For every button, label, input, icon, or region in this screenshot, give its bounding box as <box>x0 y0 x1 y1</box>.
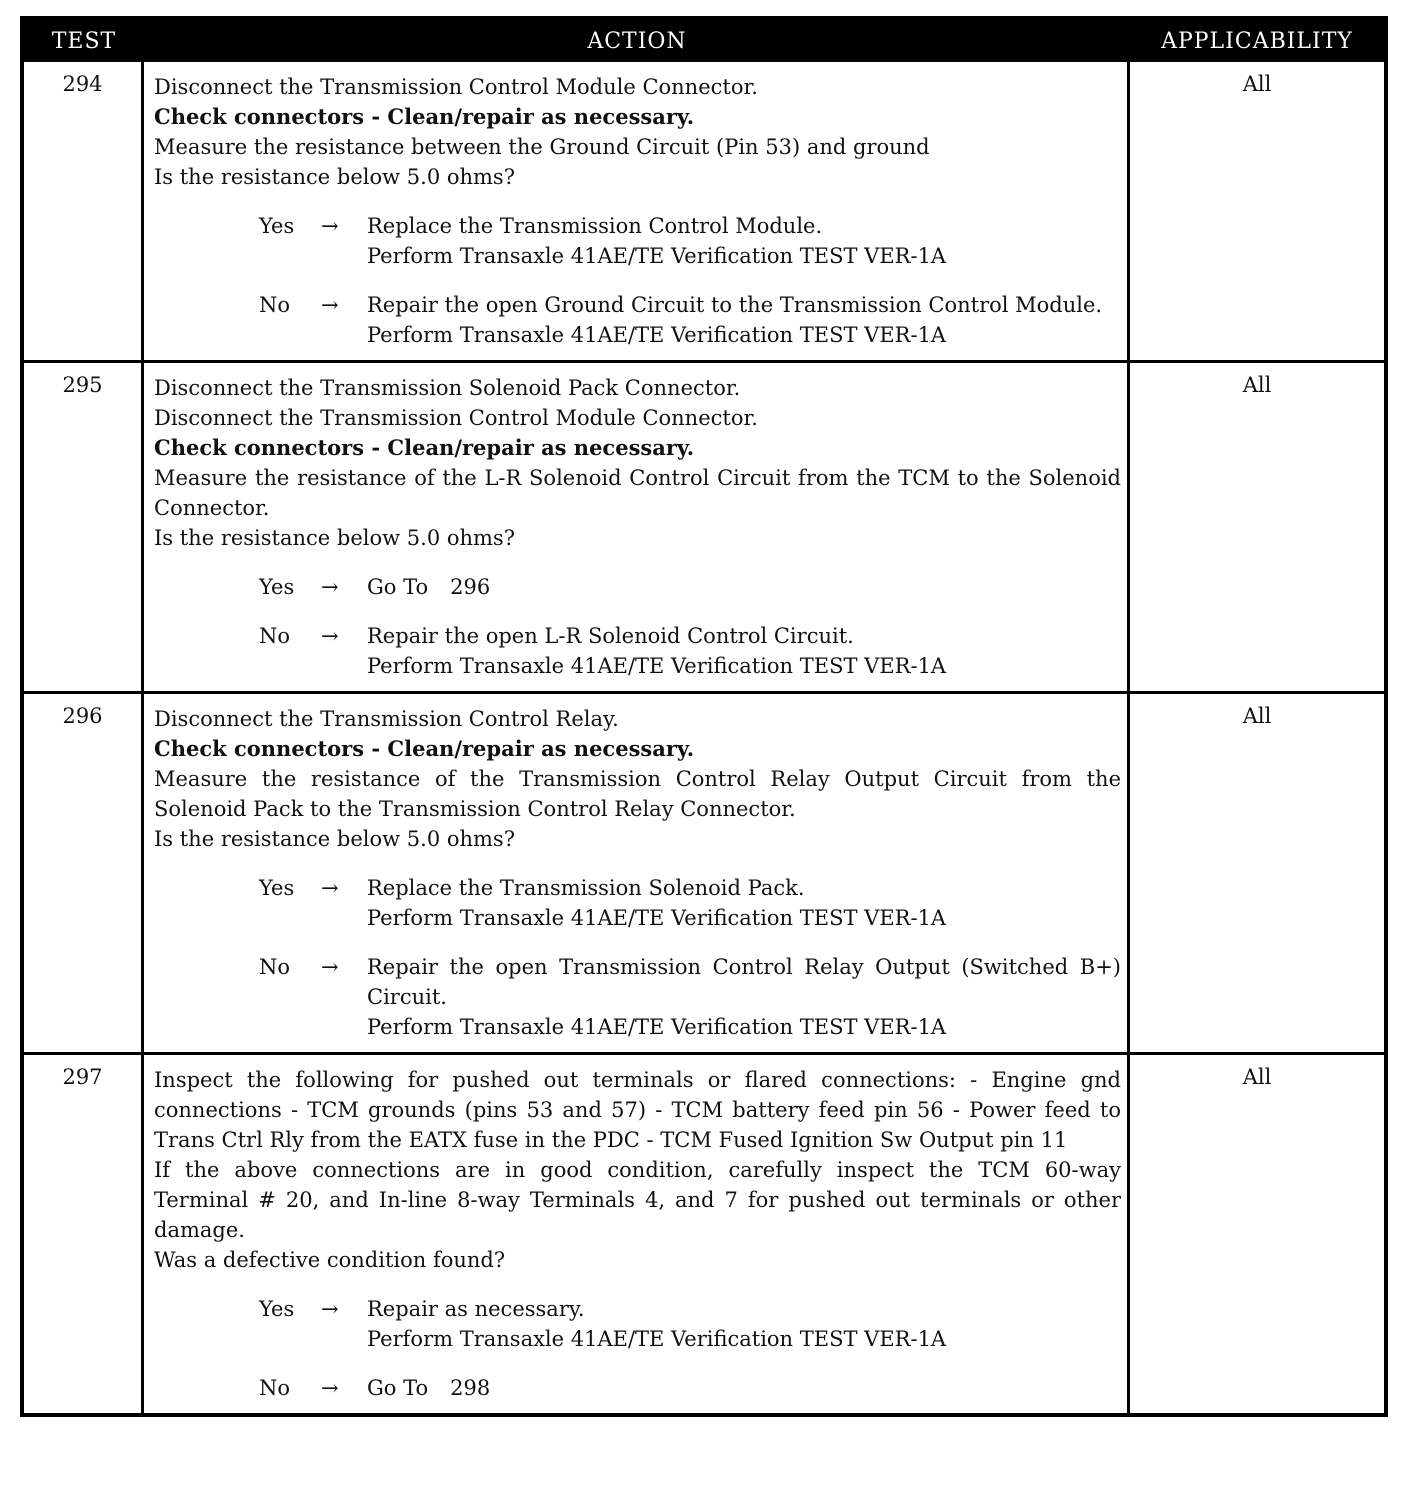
test-table <box>20 16 1388 1417</box>
test-number: 296 <box>24 694 144 1052</box>
result-line: Perform Transaxle 41AE/TE Verification TEST VER-1A <box>367 1015 947 1039</box>
result-line: Perform Transaxle 41AE/TE Verification TEST VER-1A <box>367 654 947 678</box>
action-instruction: Disconnect the Transmission Solenoid Pack Connector. <box>154 376 741 400</box>
goto-label: Go To <box>367 575 429 599</box>
test-number: 295 <box>24 363 144 691</box>
table-body <box>24 62 1384 1413</box>
action-instruction: If the above connections are in good condition, carefully inspect the TCM 60-way Terminal # 20, and In-line 8-way Terminals 4, and 7 for pushed out terminals or other damage. <box>154 1158 1121 1242</box>
applicability-value: All <box>1242 1065 1272 1089</box>
arrow-right-icon: → <box>321 624 339 648</box>
yes-label: Yes <box>259 1297 295 1321</box>
no-result <box>367 290 1121 350</box>
result-line: Repair the open Transmission Control Relay Output (Switched B+) Circuit. <box>367 955 1121 1009</box>
yes-answer <box>154 572 1121 602</box>
yes-answer <box>154 211 1121 271</box>
header-test: TEST <box>51 28 117 54</box>
action-instruction: Disconnect the Transmission Control Module Connector. <box>154 75 758 99</box>
no-result <box>367 1373 1121 1403</box>
action-instruction-bold: Check connectors - Clean/repair as necessary. <box>154 736 695 761</box>
test-number: 297 <box>24 1055 144 1413</box>
action-instruction: Was a defective condition found? <box>154 1248 506 1272</box>
yes-answer <box>154 1294 1121 1354</box>
arrow-right-icon: → <box>321 955 339 979</box>
action-instruction: Inspect the following for pushed out terminals or flared connections: - Engine gnd connections - TCM grounds (pins 53 and 57) - TCM battery feed pin 56 - Power feed to Trans Ctrl Rly from the EATX fuse in the PDC - TCM Fused Ignition Sw Output pin 11 <box>154 1068 1121 1152</box>
goto-test-number: 298 <box>450 1376 491 1400</box>
yes-result <box>367 1294 1121 1354</box>
result-line: Replace the Transmission Control Module. <box>367 214 823 238</box>
no-label: No <box>259 1376 291 1400</box>
arrow-right-icon: → <box>321 1297 339 1321</box>
applicability-value: All <box>1242 72 1272 96</box>
arrow-right-icon: → <box>321 1376 339 1400</box>
table-row <box>24 360 1384 691</box>
action-instruction: Disconnect the Transmission Control Module Connector. <box>154 406 758 430</box>
no-answer <box>154 952 1121 1042</box>
arrow-right-icon: → <box>321 214 339 238</box>
yes-result <box>367 873 1121 933</box>
test-number: 294 <box>24 62 144 360</box>
no-result <box>367 952 1121 1042</box>
table-row <box>24 62 1384 360</box>
arrow-right-icon: → <box>321 876 339 900</box>
result-line: Repair as necessary. <box>367 1297 585 1321</box>
action-instruction: Measure the resistance between the Ground Circuit (Pin 53) and ground <box>154 135 930 159</box>
result-line: Replace the Transmission Solenoid Pack. <box>367 876 805 900</box>
action-instruction-bold: Check connectors - Clean/repair as necessary. <box>154 435 695 460</box>
action-instruction: Is the resistance below 5.0 ohms? <box>154 827 515 851</box>
result-line: Perform Transaxle 41AE/TE Verification TEST VER-1A <box>367 1327 947 1351</box>
applicability-value: All <box>1242 704 1272 728</box>
result-line: Perform Transaxle 41AE/TE Verification TEST VER-1A <box>367 244 947 268</box>
action-instruction-bold: Check connectors - Clean/repair as necessary. <box>154 104 695 129</box>
applicability-value: All <box>1242 373 1272 397</box>
no-label: No <box>259 624 291 648</box>
action-cell <box>144 62 1130 360</box>
yes-result <box>367 211 1121 271</box>
action-instruction: Is the resistance below 5.0 ohms? <box>154 165 515 189</box>
arrow-right-icon: → <box>321 575 339 599</box>
header-applicability: APPLICABILITY <box>1161 28 1353 54</box>
header-action: ACTION <box>587 28 687 54</box>
goto-test-number: 296 <box>450 575 491 599</box>
action-instruction: Measure the resistance of the Transmission Control Relay Output Circuit from the Solenoid Pack to the Transmission Control Relay Connector. <box>154 767 1121 821</box>
yes-answer <box>154 873 1121 933</box>
no-label: No <box>259 955 291 979</box>
table-row <box>24 1052 1384 1413</box>
table-header <box>24 20 1384 62</box>
yes-label: Yes <box>259 876 295 900</box>
result-line: Repair the open Ground Circuit to the Transmission Control Module. <box>367 293 1103 317</box>
yes-label: Yes <box>259 575 295 599</box>
result-line: Repair the open L-R Solenoid Control Circuit. <box>367 624 854 648</box>
no-answer <box>154 290 1121 350</box>
action-cell <box>144 1055 1130 1413</box>
result-line: Perform Transaxle 41AE/TE Verification TEST VER-1A <box>367 906 947 930</box>
result-line: Perform Transaxle 41AE/TE Verification TEST VER-1A <box>367 323 947 347</box>
no-answer <box>154 1373 1121 1403</box>
yes-label: Yes <box>259 214 295 238</box>
table-row <box>24 691 1384 1052</box>
no-label: No <box>259 293 291 317</box>
action-cell <box>144 694 1130 1052</box>
arrow-right-icon: → <box>321 293 339 317</box>
action-instruction: Measure the resistance of the L-R Solenoid Control Circuit from the TCM to the Solenoid Connector. <box>154 466 1121 520</box>
goto-label: Go To <box>367 1376 429 1400</box>
no-answer <box>154 621 1121 681</box>
action-cell <box>144 363 1130 691</box>
no-result <box>367 621 1121 681</box>
action-instruction: Disconnect the Transmission Control Relay. <box>154 707 619 731</box>
action-instruction: Is the resistance below 5.0 ohms? <box>154 526 515 550</box>
yes-result <box>367 572 1121 602</box>
